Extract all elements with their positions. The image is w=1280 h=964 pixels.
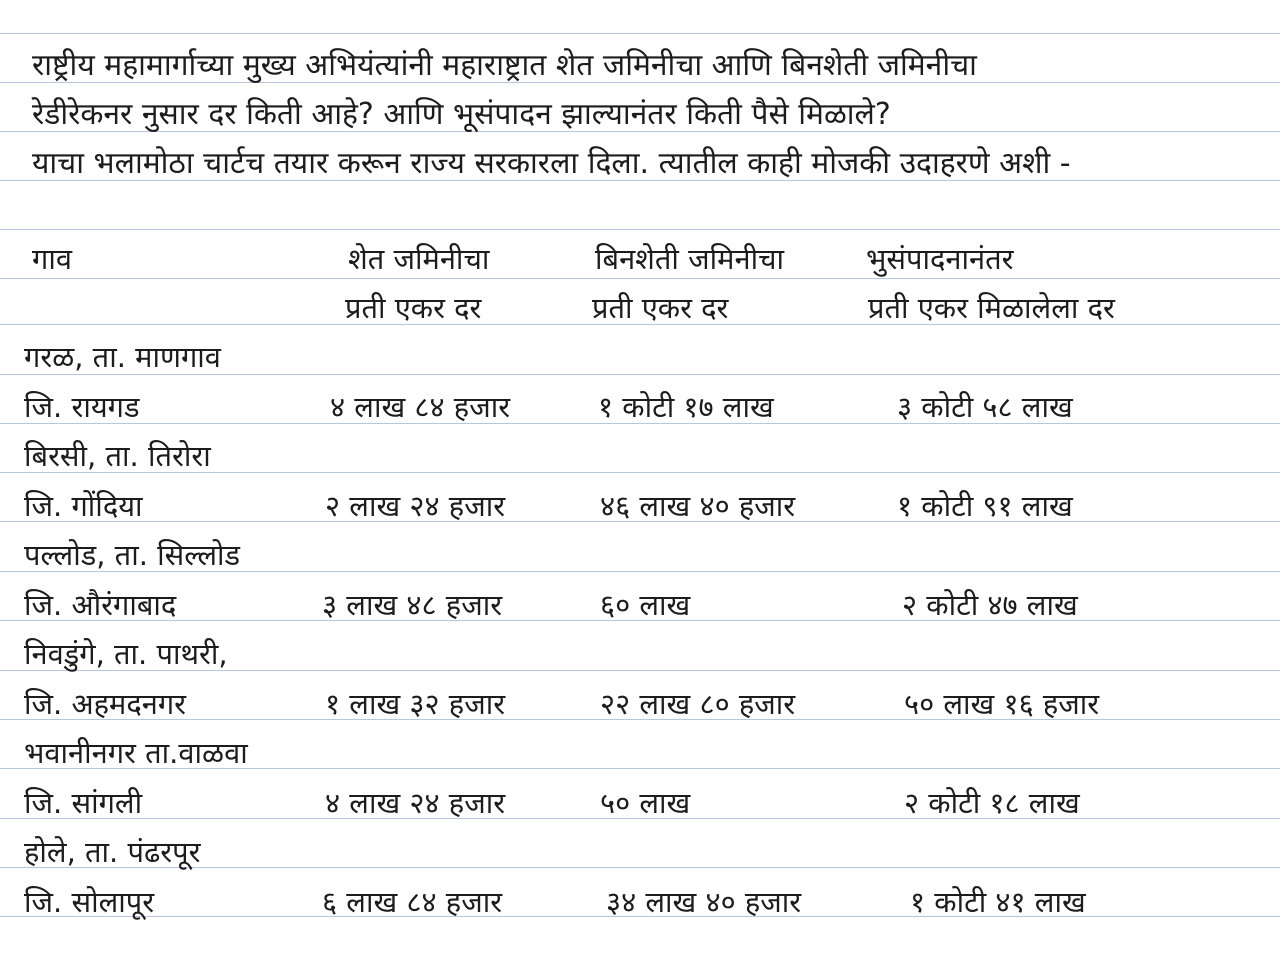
row-2-village-district: जि. गोंदिया: [24, 489, 143, 523]
row-1-nonfarm-rate: १ कोटी १७ लाख: [598, 390, 774, 424]
ruled-line: [0, 229, 1280, 230]
row-2-village-taluka: बिरसी, ता. तिरोरा: [24, 439, 211, 473]
row-4-farm-rate: १ लाख ३२ हजार: [325, 687, 506, 721]
row-4-village-taluka: निवडुंगे, ता. पाथरी,: [24, 637, 228, 671]
row-3-village-district: जि. औरंगाबाद: [24, 588, 177, 622]
row-6-farm-rate: ६ लाख ८४ हजार: [322, 885, 503, 919]
row-1-farm-rate: ४ लाख ८४ हजार: [330, 390, 511, 424]
row-6-acquisition-rate: १ कोटी ४१ लाख: [910, 885, 1086, 919]
header-nonfarm-line-2: प्रती एकर दर: [592, 291, 729, 325]
row-5-village-taluka: भवानीनगर ता.वाळवा: [24, 736, 248, 770]
row-2-farm-rate: २ लाख २४ हजार: [325, 489, 506, 523]
row-3-nonfarm-rate: ६० लाख: [600, 588, 691, 622]
row-1-village-district: जि. रायगड: [24, 390, 140, 424]
intro-line-1: राष्ट्रीय महामार्गाच्या मुख्य अभियंत्यांनी महाराष्ट्रात शेत जमिनीचा आणि बिनशेती जमिनीचा: [32, 48, 977, 83]
row-3-acquisition-rate: २ कोटी ४७ लाख: [902, 588, 1078, 622]
header-acquisition-line-1: भुसंपादनानंतर: [866, 242, 1014, 276]
row-4-acquisition-rate: ५० लाख १६ हजार: [904, 687, 1100, 721]
ruled-line: [0, 33, 1280, 34]
header-acquisition-line-2: प्रती एकर मिळालेला दर: [868, 291, 1115, 325]
header-farm-line-1: शेत जमिनीचा: [348, 242, 490, 276]
row-5-acquisition-rate: २ कोटी १८ लाख: [904, 786, 1080, 820]
row-6-nonfarm-rate: ३४ लाख ४० हजार: [606, 885, 802, 919]
row-5-nonfarm-rate: ५० लाख: [600, 786, 691, 820]
row-6-village-taluka: होले, ता. पंढरपूर: [24, 835, 201, 869]
row-2-acquisition-rate: १ कोटी ९१ लाख: [897, 489, 1073, 523]
intro-line-3: याचा भलामोठा चार्टच तयार करून राज्य सरकारला दिला. त्यातील काही मोजकी उदाहरणे अशी -: [32, 146, 1071, 181]
row-3-village-taluka: पल्लोड, ता. सिल्लोड: [24, 538, 241, 572]
row-1-acquisition-rate: ३ कोटी ५८ लाख: [897, 390, 1073, 424]
row-5-village-district: जि. सांगली: [24, 786, 143, 820]
row-6-village-district: जि. सोलापूर: [24, 885, 155, 919]
row-4-village-district: जि. अहमदनगर: [24, 687, 187, 721]
row-4-nonfarm-rate: २२ लाख ८० हजार: [600, 687, 796, 721]
row-3-farm-rate: ३ लाख ४८ हजार: [322, 588, 503, 622]
header-nonfarm-line-1: बिनशेती जमिनीचा: [595, 242, 785, 276]
row-2-nonfarm-rate: ४६ लाख ४० हजार: [600, 489, 796, 523]
row-1-village-taluka: गरळ, ता. माणगाव: [24, 340, 221, 374]
row-5-farm-rate: ४ लाख २४ हजार: [325, 786, 506, 820]
intro-line-2: रेडीरेकनर नुसार दर किती आहे? आणि भूसंपादन झाल्यानंतर किती पैसे मिळाले?: [32, 97, 891, 132]
header-farm-line-2: प्रती एकर दर: [345, 291, 482, 325]
header-village: गाव: [32, 242, 72, 276]
ruled-line: [0, 278, 1280, 279]
